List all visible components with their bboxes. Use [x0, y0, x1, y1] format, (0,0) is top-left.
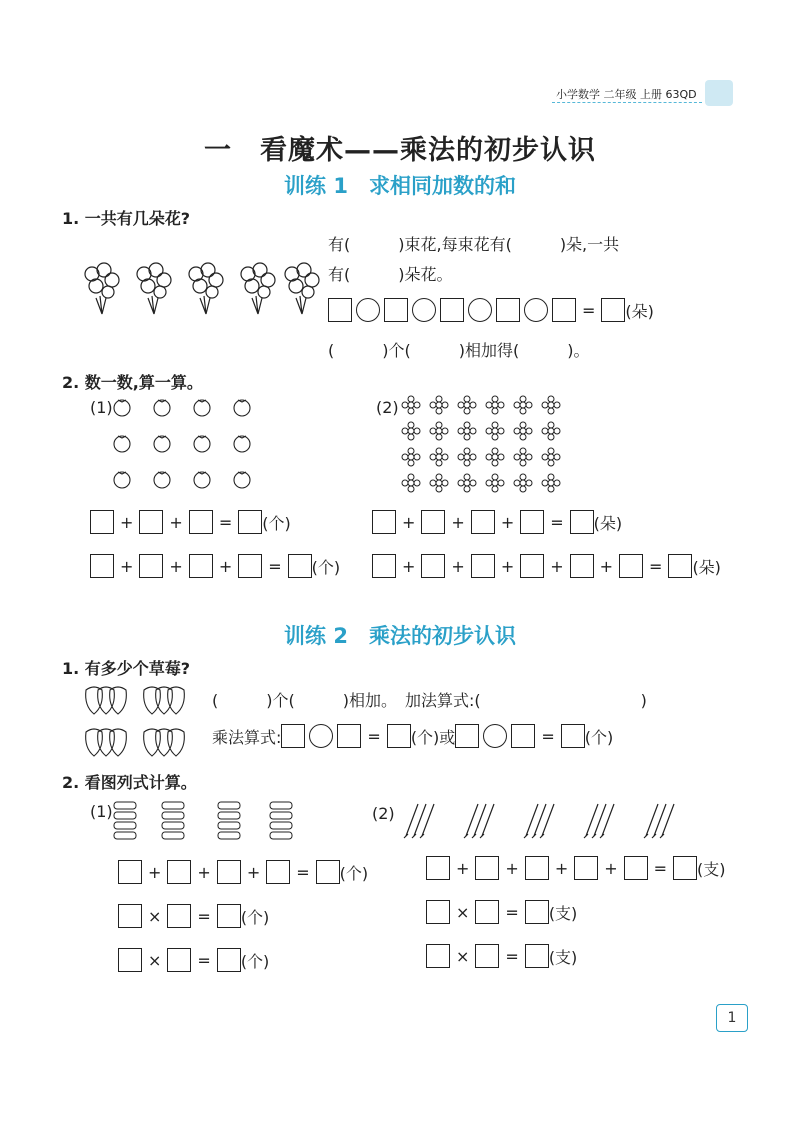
t2-q2-1-mult-b: × = (个): [118, 948, 269, 972]
mult-label: 乘法算式:: [212, 727, 282, 747]
answer-box[interactable]: [328, 298, 352, 322]
unit-label: (朵): [593, 513, 623, 533]
answer-box[interactable]: [471, 510, 495, 534]
t2-q2-2-mult-a: × = (支): [426, 900, 577, 924]
answer-box[interactable]: [455, 724, 479, 748]
answer-box[interactable]: [217, 948, 241, 972]
t2-q2-1-add: + + + = (个): [118, 860, 368, 884]
answer-box[interactable]: [372, 510, 396, 534]
answer-box[interactable]: [372, 554, 396, 578]
t2-q1-line1: ( )个( )相加。 加法算式:( ): [212, 691, 647, 710]
t1-q1-equation: = (朵): [328, 298, 654, 322]
flowers-grid-icon: [402, 396, 562, 496]
t1-q1-line2: 有( )朵花。: [328, 265, 453, 284]
mascot-icon: [705, 80, 733, 106]
answer-box[interactable]: [384, 298, 408, 322]
answer-box[interactable]: [266, 860, 290, 884]
operator-circle[interactable]: [483, 724, 507, 748]
operator-circle[interactable]: [468, 298, 492, 322]
unit-label: (支): [697, 859, 726, 879]
series-header: 小学数学 二年级 上册 63QD: [556, 88, 697, 101]
answer-box[interactable]: [426, 900, 450, 924]
t1-q2-1-add4: + + + = (个): [90, 554, 340, 578]
operator-circle[interactable]: [412, 298, 436, 322]
answer-box[interactable]: [440, 298, 464, 322]
answer-box[interactable]: [421, 510, 445, 534]
answer-box[interactable]: [619, 554, 643, 578]
answer-box[interactable]: [496, 298, 520, 322]
answer-box[interactable]: [167, 904, 191, 928]
answer-box[interactable]: [673, 856, 697, 880]
t2-q1-label: 1. 有多少个草莓?: [62, 659, 191, 678]
flower-bouquets-icon: [82, 262, 318, 322]
strawberries-icon: [84, 684, 196, 760]
t2-q2-2-mult-b: × = (支): [426, 944, 577, 968]
answer-box[interactable]: [387, 724, 411, 748]
answer-box[interactable]: [118, 904, 142, 928]
answer-box[interactable]: [337, 724, 361, 748]
answer-box[interactable]: [525, 944, 549, 968]
t2-q2-part1: (1): [90, 802, 113, 821]
unit-label: (个): [262, 513, 291, 533]
answer-box[interactable]: [552, 298, 576, 322]
answer-box[interactable]: [217, 904, 241, 928]
answer-box[interactable]: [238, 510, 262, 534]
unit-label: (个): [339, 863, 369, 883]
header-divider: [552, 102, 702, 104]
unit-label: (朵): [692, 557, 721, 577]
t2-q2-1-mult-a: × = (个): [118, 904, 269, 928]
answer-box[interactable]: [90, 510, 114, 534]
operator-circle[interactable]: [356, 298, 380, 322]
t1-q2-part1: (1): [90, 398, 113, 417]
or-label: (个)或: [410, 727, 456, 747]
answer-box[interactable]: [189, 510, 213, 534]
answer-box[interactable]: [288, 554, 312, 578]
unit-label: (个): [584, 727, 614, 747]
answer-box[interactable]: [238, 554, 262, 578]
answer-box[interactable]: [139, 510, 163, 534]
answer-box[interactable]: [118, 948, 142, 972]
answer-box[interactable]: [426, 856, 450, 880]
answer-box[interactable]: [167, 948, 191, 972]
t2-q2-part2: (2): [372, 804, 395, 823]
unit-label: (朵): [625, 301, 654, 321]
unit-label: (个): [240, 907, 270, 927]
carrots-icon: [112, 798, 312, 842]
answer-box[interactable]: [525, 856, 549, 880]
answer-box[interactable]: [475, 900, 499, 924]
tomatoes-icon: [112, 396, 262, 492]
answer-box[interactable]: [421, 554, 445, 578]
answer-box[interactable]: [561, 724, 585, 748]
answer-box[interactable]: [281, 724, 305, 748]
answer-box[interactable]: [520, 510, 544, 534]
answer-box[interactable]: [139, 554, 163, 578]
t1-q2-1-add3: + + = (个): [90, 510, 291, 534]
pens-icon: [400, 800, 710, 842]
answer-box[interactable]: [90, 554, 114, 578]
answer-box[interactable]: [471, 554, 495, 578]
t1-q1-label: 1. 一共有几朵花?: [62, 209, 191, 228]
answer-box[interactable]: [570, 554, 594, 578]
t1-q2-2-add4: + + + = (朵): [372, 510, 622, 534]
unit-label: (个): [240, 951, 270, 971]
t1-q1-line1: 有( )束花,每束花有( )朵,一共: [328, 235, 620, 254]
unit-label: (个): [311, 557, 341, 577]
t1-q1-line3: ( )个( )相加得( )。: [328, 341, 590, 360]
page-title: 一 看魔术——乘法的初步认识: [204, 135, 596, 166]
operator-circle[interactable]: [309, 724, 333, 748]
operator-circle[interactable]: [524, 298, 548, 322]
t2-q2-2-add: + + + + = (支): [426, 856, 726, 880]
answer-box[interactable]: [668, 554, 692, 578]
t1-q2-label: 2. 数一数,算一算。: [62, 373, 203, 392]
answer-box[interactable]: [426, 944, 450, 968]
unit-label: (支): [548, 947, 578, 967]
answer-box[interactable]: [511, 724, 535, 748]
answer-box[interactable]: [118, 860, 142, 884]
answer-box[interactable]: [167, 860, 191, 884]
t2-q1-mult-equation: 乘法算式: = (个)或 = (个): [212, 724, 613, 748]
training2-title: 训练 2 乘法的初步认识: [284, 624, 516, 648]
page-number: 1: [716, 1004, 748, 1032]
answer-box[interactable]: [475, 944, 499, 968]
t2-q2-label: 2. 看图列式计算。: [62, 773, 197, 792]
t1-q2-2-add6: + + + + + = (朵): [372, 554, 721, 578]
training1-title: 训练 1 求相同加数的和: [284, 174, 516, 198]
answer-box[interactable]: [624, 856, 648, 880]
answer-box[interactable]: [570, 510, 594, 534]
answer-box[interactable]: [316, 860, 340, 884]
t1-q2-part2: (2): [376, 398, 399, 417]
answer-box[interactable]: [525, 900, 549, 924]
unit-label: (支): [548, 903, 578, 923]
answer-box[interactable]: [475, 856, 499, 880]
answer-box[interactable]: [520, 554, 544, 578]
answer-box[interactable]: [601, 298, 625, 322]
answer-box[interactable]: [217, 860, 241, 884]
answer-box[interactable]: [574, 856, 598, 880]
answer-box[interactable]: [189, 554, 213, 578]
